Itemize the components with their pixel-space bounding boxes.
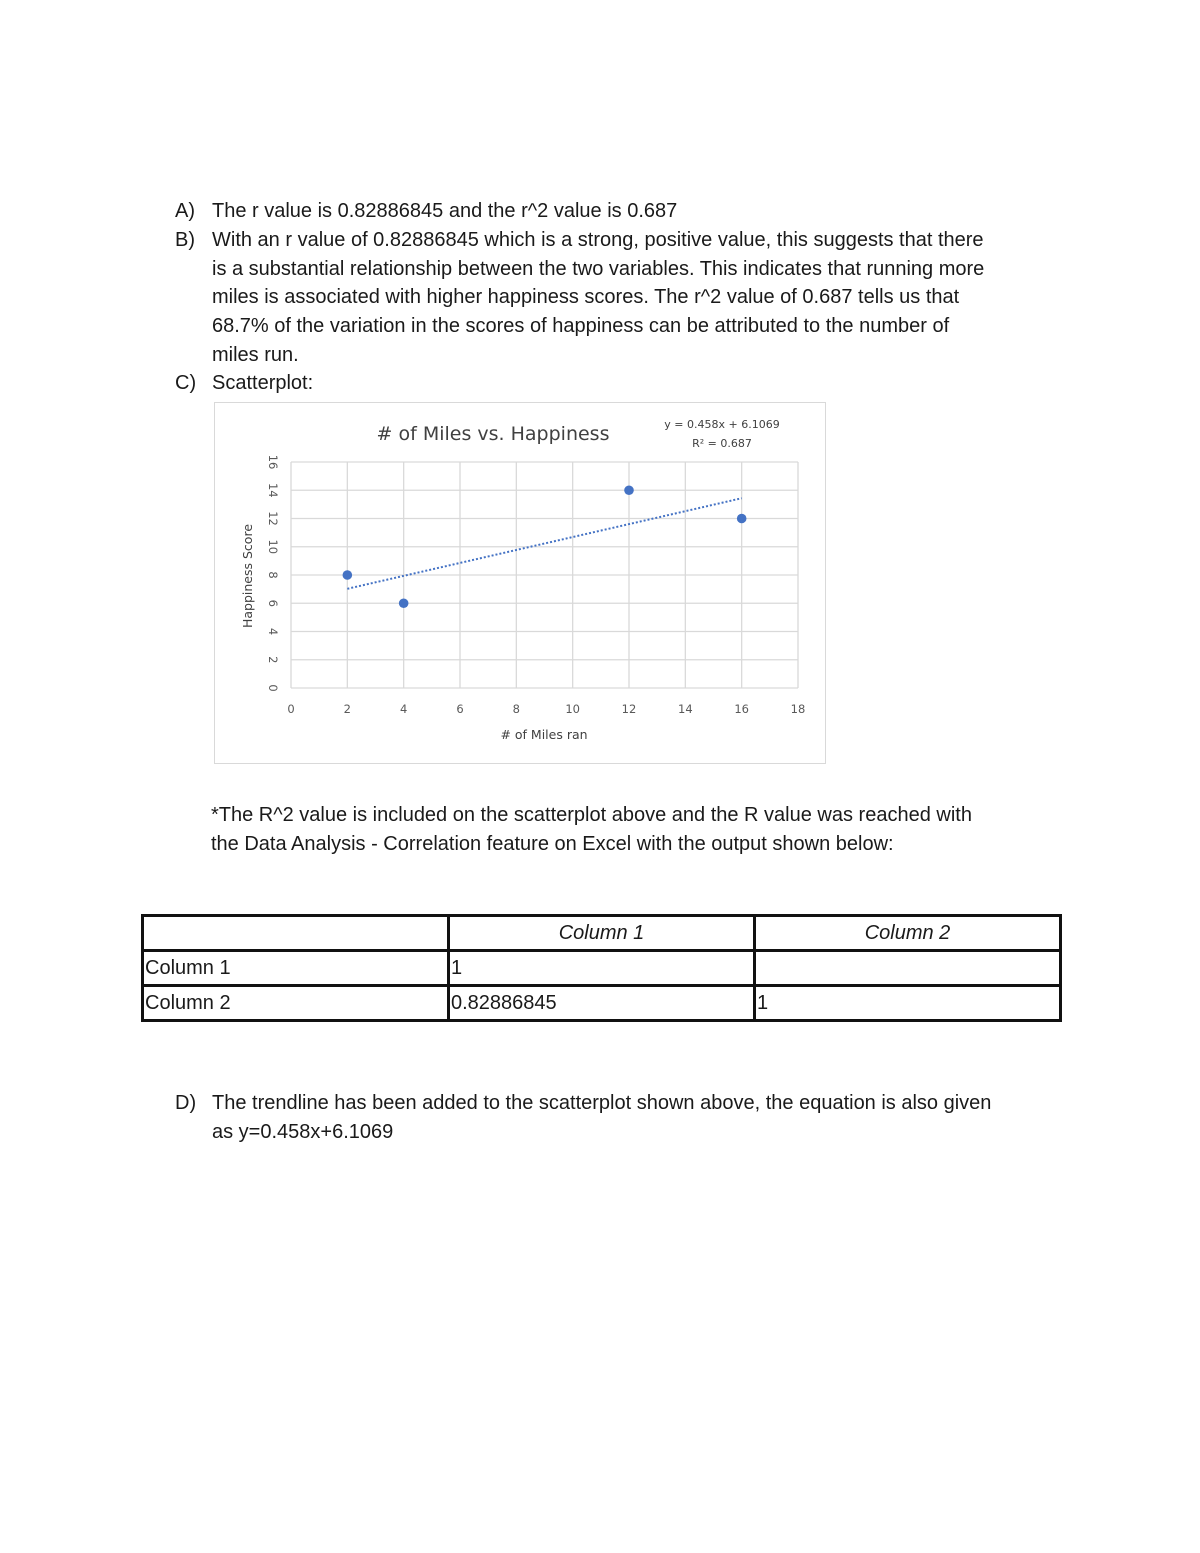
x-tick-label: 6 (456, 702, 464, 716)
x-tick-label: 14 (678, 702, 693, 716)
item-a-text: The r value is 0.82886845 and the r^2 value is 0.687 (212, 200, 678, 222)
table-cell: 1 (755, 986, 1061, 1021)
x-axis-label: # of Miles ran (500, 727, 588, 742)
x-tick-label: 2 (343, 702, 351, 716)
y-tick-label: 10 (266, 539, 280, 555)
table-row (143, 951, 1061, 986)
table-header-cell: Column 1 (449, 916, 755, 951)
item-c-marker: C) (175, 372, 197, 394)
y-tick-label: 6 (266, 599, 280, 607)
data-point (343, 570, 353, 580)
correlation-table (141, 914, 1062, 1022)
table-row (143, 986, 1061, 1021)
x-tick-label: 4 (400, 702, 408, 716)
y-tick-label: 16 (266, 454, 280, 470)
x-tick-label: 0 (287, 702, 295, 716)
data-point (399, 598, 409, 608)
y-tick-label: 14 (266, 482, 280, 498)
data-point (737, 514, 747, 524)
item-c (175, 369, 1065, 398)
item-d-marker: D) (175, 1092, 197, 1114)
item-a (175, 197, 1065, 226)
scatterplot-chart (214, 402, 826, 764)
item-b-line: is a substantial relationship between the two variables. This indicates that running more (212, 257, 985, 280)
y-axis-label: Happiness Score (240, 523, 255, 629)
y-tick-label: 2 (266, 656, 280, 664)
item-b-line: miles is associated with higher happiness scores. The r^2 value of 0.687 tells us that (212, 286, 960, 309)
correlation-note (211, 801, 1061, 858)
item-a-marker: A) (175, 200, 195, 222)
item-b (175, 226, 1065, 370)
x-tick-label: 18 (790, 702, 806, 716)
x-tick-label: 12 (621, 702, 637, 716)
y-tick-label: 8 (266, 571, 280, 579)
data-point (624, 485, 634, 495)
item-d (175, 1089, 1065, 1146)
item-d-line: as y=0.458x+6.1069 (212, 1120, 394, 1143)
y-tick-label: 4 (266, 627, 280, 636)
table-cell: Column 1 (143, 951, 449, 986)
chart-svg (214, 402, 826, 764)
x-tick-label: 10 (565, 702, 580, 716)
y-tick-label: 12 (266, 511, 280, 526)
table-cell: Column 2 (143, 986, 449, 1021)
table-cell: 1 (449, 951, 755, 986)
table-header-cell: Column 2 (755, 916, 1061, 951)
trendline-r2: R² = 0.687 (692, 437, 752, 450)
item-c-text: Scatterplot: (212, 372, 314, 394)
note-line: the Data Analysis - Correlation feature on Excel with the output shown below: (211, 832, 894, 855)
item-d-line: The trendline has been added to the scatterplot shown above, the equation is also given (212, 1092, 992, 1114)
chart-title: # of Miles vs. Happiness (376, 423, 610, 445)
table-header-row (143, 916, 1061, 951)
x-tick-label: 8 (512, 702, 520, 716)
item-b-line: 68.7% of the variation in the scores of happiness can be attributed to the number of (212, 315, 950, 338)
table-cell: 0.82886845 (449, 986, 755, 1021)
item-b-marker: B) (175, 229, 195, 251)
item-b-line: With an r value of 0.82886845 which is a strong, positive value, this suggests that there (212, 229, 984, 251)
table-cell (755, 951, 1061, 986)
note-line: *The R^2 value is included on the scatterplot above and the R value was reached with (211, 804, 972, 826)
x-tick-label: 16 (734, 702, 749, 716)
table-header-cell (143, 916, 449, 951)
trendline-equation: y = 0.458x + 6.1069 (664, 418, 780, 431)
item-b-line: miles run. (212, 343, 299, 366)
y-tick-label: 0 (266, 684, 280, 692)
